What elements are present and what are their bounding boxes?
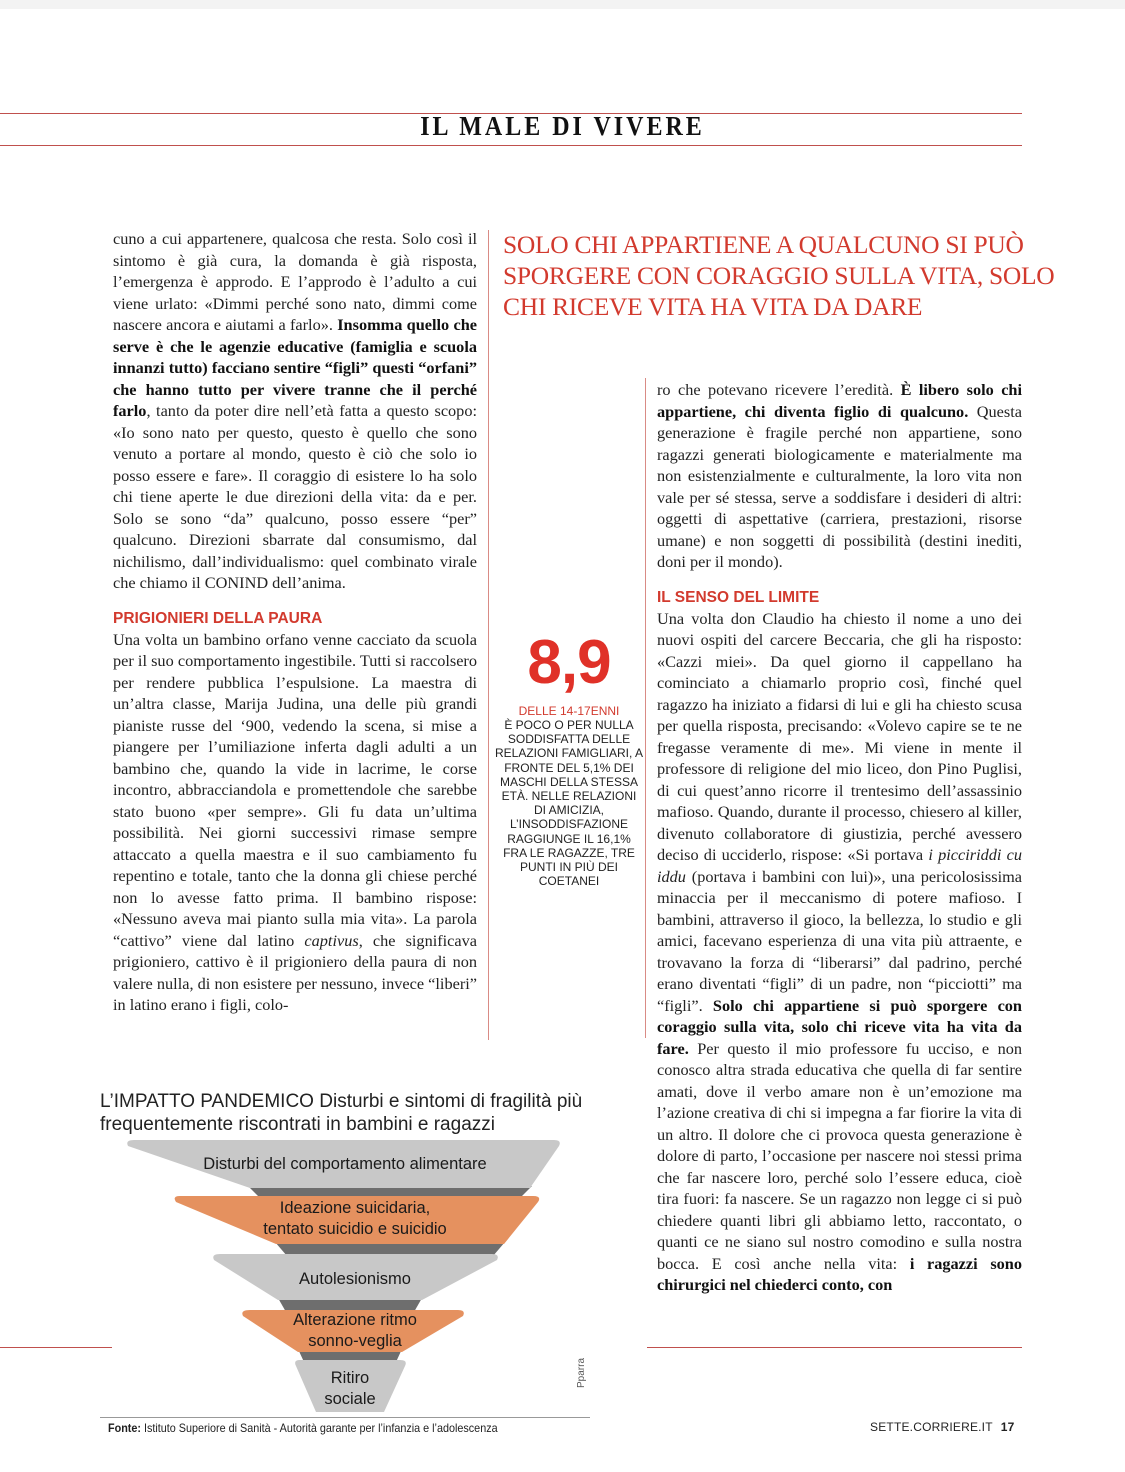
funnel-label-2: Ideazione suicidaria, tentato suicidio e suicidio [263, 1199, 447, 1238]
infographic-credit: Pparra [576, 1357, 587, 1388]
infographic-title: L’IMPATTO PANDEMICO Disturbi e sintomi di fragilità più frequentemente riscontrati in bambini e ragazzi [100, 1091, 583, 1135]
section-title: IL MALE DI VIVERE [420, 111, 705, 142]
left-bold-text: Insomma quello che serve è che le agenzie educative (famiglia e scuola innanzi tutto) facciano sentire “figli” questi “orfani” che hanno tutto per vivere tranne che il perché farlo [113, 315, 477, 420]
bottom-rule-left [0, 1347, 112, 1348]
infographic-impatto-pandemico [100, 1090, 600, 1435]
funnel-label-5: Ritiro sociale [324, 1369, 376, 1408]
subhead-senso-limite: IL SENSO DEL LIMITE [657, 588, 820, 606]
infographic-source: Fonte: Istituto Superiore di Sanità - Autorità garante per l’infanzia e l’adolescenza [108, 1421, 498, 1435]
funnel-label-1: Disturbi del comportamento alimentare [203, 1155, 487, 1173]
stat-number: 8,9 [527, 628, 611, 697]
page-footer [870, 1420, 1015, 1434]
funnel-label-4: Alterazione ritmo sonno-veglia [293, 1311, 417, 1350]
top-strip [0, 0, 1125, 9]
page-number: 17 [1000, 1420, 1015, 1434]
subhead-prigionieri: PRIGIONIERI DELLA PAURA [113, 609, 323, 627]
stat-text: È POCO O PER NULLA SODDISFATTA DELLE RELAZIONI FAMIGLIARI, A FRONTE DEL 5,1% DEI MASCHI DELLA STESSA ETÀ. NELLE RELAZIONI DI AMICIZIA, L’INSODDISFAZIONE RAGGIUNGE IL 16,1% FRA LE RAGAZZE, TRE PUNTI IN PIÙ DEI COETANEI [494, 718, 644, 889]
divider-middle-right [645, 378, 646, 1038]
funnel-label-3: Autolesionismo [299, 1270, 411, 1288]
right-column [657, 379, 1022, 1296]
stat-lead: DELLE 14-17ENNI [518, 704, 620, 718]
left-paragraph-1: cuno a cui appartenere, qualcosa che resta. Solo così il sintomo è già cura, la domanda è già risposta, l’emergenza è approdo. E l’approdo è l’adulto a cui viene urlato: «Dimmi perché sono nato, dimmi come nascere ancora e aiutami a farlo». Insomma quello che serve è che le agenzie educative (famiglia e scuola innanzi tutto) facciano sentire “figli” questi “orfani” che hanno tutto per vivere tranne che il perché farlo, tanto da poter dire nell’età fatta a questo scopo: «Io sono nato per questo, questo è quello che sono venuto a portare al mondo, questo è ciò che solo io posso essere e fare». Il coraggio di esistere lo ha solo chi tiene aperte le due direzioni della vita: da e per. Solo se sono “da” qualcuno, posso essere “per” qualcuno. Direzioni sbarrate dal consumismo, dal nichilismo, dall’individualismo: quel combinato virale che chiamo il CONIND dell’anima. [113, 229, 477, 592]
bottom-rule-right [647, 1347, 1022, 1348]
left-column [113, 228, 477, 1016]
right-paragraph-1: ro che potevano ricevere l’eredità. È libero solo chi appartiene, chi diventa figlio di qualcuno. Questa generazione è fragile perché non appartiene, sono ragazzi generati biologicamente e materialmente ma non esistenzialmente e culturalmente, la loro vita non vale per sé stessa, serve a soddisfare i desideri di altri: oggetti di aspettative (carriera, prestazioni, risorse umane) e non soggetti di possibilità (destini inediti, doni per il mondo). [657, 380, 1022, 571]
funnel-connector-2 [275, 1242, 505, 1256]
stat-box [494, 628, 644, 888]
header-rule-bottom [0, 145, 1022, 146]
divider-left-middle [488, 230, 489, 1040]
right-paragraph-2: Una volta don Claudio ha chiesto il nome a uno dei nuovi ospiti del carcere Beccaria, che gli ha risposto: «Cazzi miei». Da quel giorno il cappellano ha cominciato a chiamarlo proprio così, finché quel ragazzo ha iniziato a fidarsi di lui e gli ha chiesto scusa per quella risposta, precisando: «Volevo capire se te ne fregasse veramente di me». Mi viene in mente il professore di religione del mio liceo, don Pino Puglisi, di cui quest’anno ricorre il trentesimo dell’assassinio mafioso. Quando, durante il processo, chiesero al killer, divenuto collaboratore di giustizia, perché avessero deciso di ucciderlo, rispose: «Si portava i picciriddi cu iddu (portava i bambini con lui)», una pericolosissima minaccia per il meccanismo di potere mafioso. I bambini, attraverso il gioco, la bellezza, lo studio e gli amici, facevano esperienza di una vita più attraente, e trovavano la forza di “liberarsi” dal padrino, perché erano diventati “figli” di un padre, non “picciotti” ma “figli”. Solo chi appartiene si può sporgere con coraggio sulla vita, solo chi riceve vita ha vita da fare. Per questo il mio professore fu ucciso, e non conosco altra strada educativa che quella di far sentire amati, dove il verbo amare non è un’emozione ma l’azione creativa di chi si impegna a far fiorire la vita di un altro. Il dolore che ci provoca questa generazione è dolore di parto, l’occasione per nascere noi stessi prima che far nascere loro, perché solo l’essere educa, cioè tira fuori: fa nascere. Se un ragazzo non legge ci si può chiedere quanti libri gli abbiamo letto, raccontato, o quanti ce ne siano sul nostro comodino e sulla nostra bocca. E così anche nella vita: i ragazzi sono chirurgici nel chiederci conto, con [657, 608, 1022, 1294]
infographic-base-rule [100, 1417, 590, 1418]
pull-quote: SOLO CHI APPARTIENE A QUALCUNO SI PUÒ SPORGERE CON CORAGGIO SULLA VITA, SOLO CHI RICEVE VITA HA VITA DA DARE [503, 230, 1055, 321]
left-paragraph-2: Una volta un bambino orfano venne cacciato da scuola per il suo comportamento ingestibile. Tutti si raccolsero per rendere pubblica l’espulsione. La maestra di un’altra classe, Marija Judina, una delle più grandi pianiste russe del ‘900, vedendo la scena, si mise a piangere per l’umiliazione inferta dagli adulti a un bambino che, quando la vide in lacrime, le corse incontro, abbracciandola e promettendole che sarebbe stato buono «per sempre». Gli fu data un’ultima possibilità. Nei giorni successivi rimase sempre attaccato a quella maestra e il suo cambiamento fu repentino e totale, tanto che la donna gli chiese perché non lo avesse fatto prima. Il bambino rispose: «Nessuno aveva mai pianto sulla mia vita». La parola “cattivo” viene dal latino captivus, che significava prigioniero, cattivo è il prigioniero della paura di non valere nulla, di non esistere per nessuno, invece “liberi” in latino erano i figli, colo- [113, 629, 477, 1014]
footer-site: SETTE.CORRIERE.IT [870, 1420, 993, 1434]
